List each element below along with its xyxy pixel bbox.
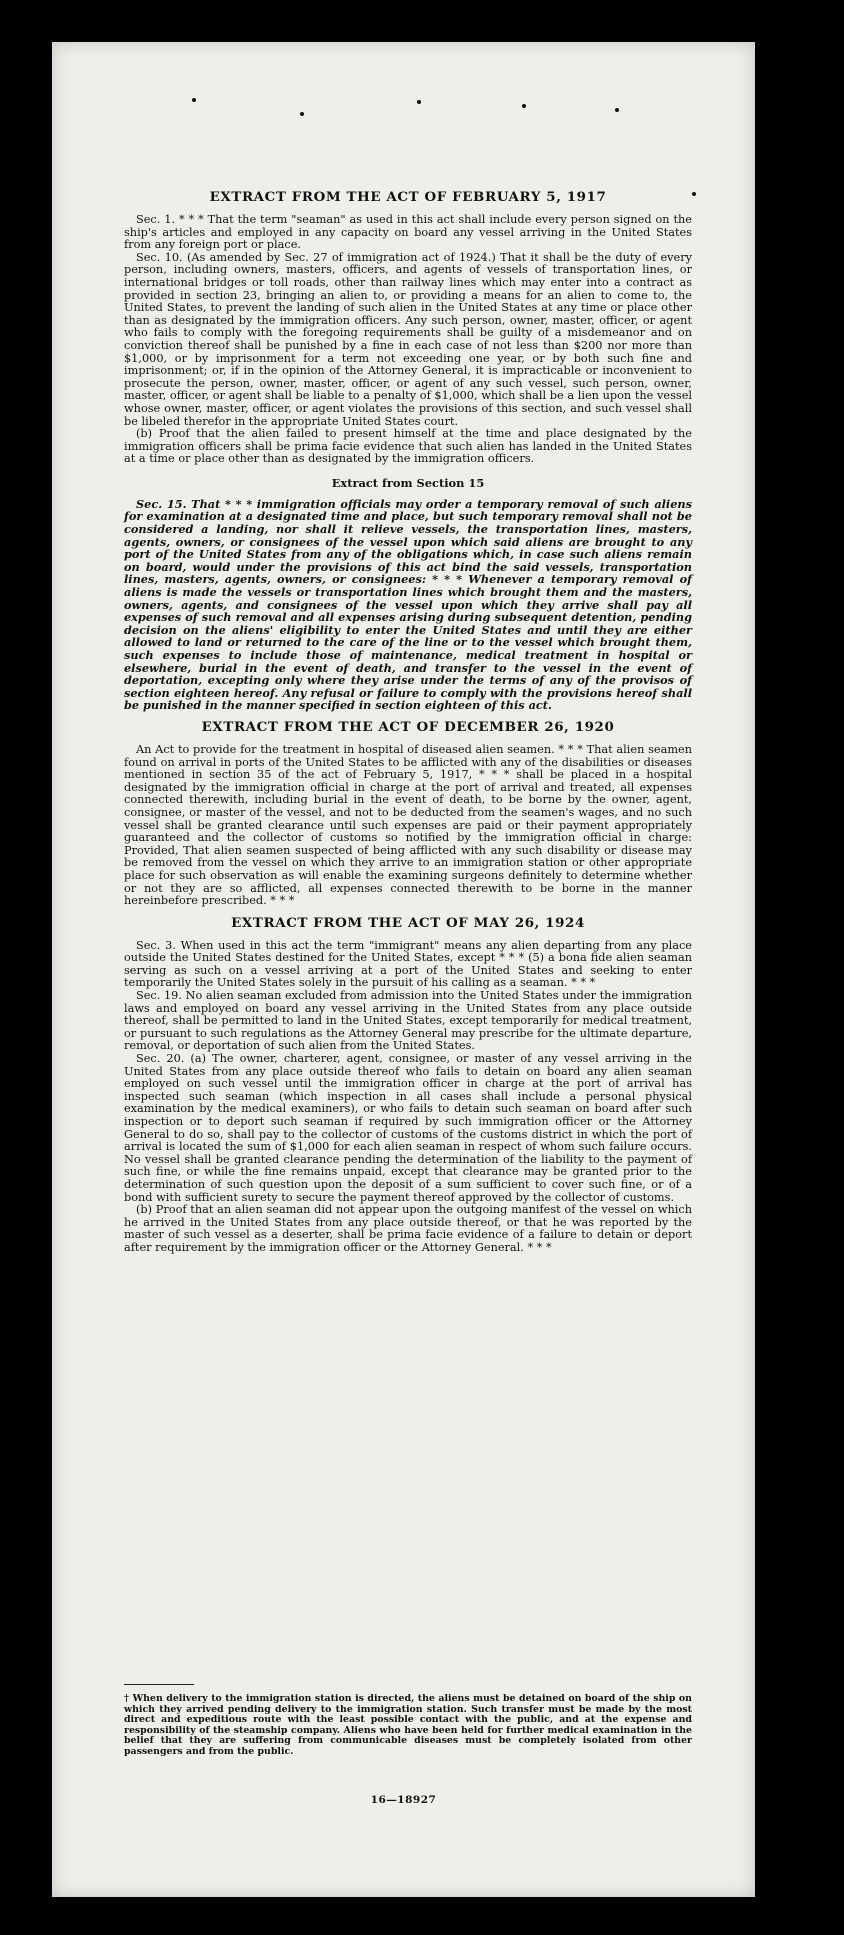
footnote: † When delivery to the immigration station is directed, the aliens must be detained on board of the ship on which they arrived pending delivery to the immigration station. Such transfer must be made by the most direct and expeditious route with the least possible contact with the public, and at the expense and responsibility of the steamship company. Aliens who have been held for further medical examination in the belief that they are suffering from communicable diseases must be completely isolated from other passengers and from the public. bbox=[124, 1693, 692, 1757]
document-page bbox=[52, 42, 755, 1897]
paragraph-act-1920: An Act to provide for the treatment in hospital of diseased alien seamen. * * * That alien seamen found on arrival in ports of the United States to be afflicted with any of the disabilities or diseases mentioned in section 35 of the act of February 5, 1917, * * * shall be placed in a hospital designated by the immigration official in charge at the port of arrival and treated, all expenses connected therewith, including burial in the event of death, to be borne by the owner, agent, consignee, or master of the vessel, and not to be deducted from the seamen's wages, and no such vessel shall be granted clearance until such expenses are paid or their payment appropriately guaranteed and the collector of customs so notified by the immigration official in charge: Provided, That alien seamen suspected of being afflicted with any such disability or disease may be removed from the vessel on which they arrive to an immigration station or other appropriate place for such observation as will enable the examining surgeons definitely to determine whether or not they are so afflicted, all expenses connected therewith to be borne in the manner hereinbefore prescribed. * * * bbox=[124, 742, 692, 908]
paragraph-sec-1: Sec. 1. * * * That the term "seaman" as used in this act shall include every person signed on the ship's articles and employed in any capacity on board any vessel arriving in the United States from any foreign port or place. bbox=[124, 213, 692, 252]
heading-act-1917: EXTRACT FROM THE ACT OF FEBRUARY 5, 1917 bbox=[209, 189, 607, 205]
dust-speck bbox=[192, 98, 196, 102]
heading-act-1920: EXTRACT FROM THE ACT OF DECEMBER 26, 1920 bbox=[201, 718, 615, 735]
paragraph-sec-3: Sec. 3. When used in this act the term "immigrant" means any alien departing from any place outside the United States destined for the United States, except * * * (5) a bona fide alien seaman serving as such on a vessel arriving at a port of the United States and seeking to enter temporarily the United States solely in the pursuit of his calling as a seaman. * * * bbox=[124, 938, 692, 990]
paragraph-sec-15: Sec. 15. That * * * immigration officials may order a temporary removal of such aliens for examination at a designated time and place, but such temporary removal shall not be considered a landing, nor shall it relieve vessels, the transportation lines, masters, agents, owners, or consignees of the vessel upon which said aliens are brought to any port of the United States from any of the obligations which, in case such aliens remain on board, would under the provisions of this act bind the said vessels, transportation lines, masters, agents, owners, or consignees: * * * Whenever a temporary removal of aliens is made the vessels or transportation lines which brought them and the masters, owners, agents, and consignees of the vessel upon which they arrive shall pay all expenses of such removal and all expenses arising during subsequent detention, pending decision on the aliens' eligibility to enter the United States and until they are either allowed to land or returned to the care of the line or to the vessel which brought them, such expenses to include those of maintenance, medical treatment in hospital or elsewhere, burial in the event of death, and transfer to the vessel in the event of deportation, excepting only where they arise under the terms of any of the provisos of section eighteen hereof. Any refusal or failure to comply with the provisions hereof shall be punished in the manner specified in section eighteen of this act. bbox=[124, 496, 692, 713]
dust-speck bbox=[522, 104, 526, 108]
dust-speck bbox=[417, 100, 421, 104]
paragraph-sec-20a: Sec. 20. (a) The owner, charterer, agent, consignee, or master of any vessel arriving in the United States from any place outside thereof who fails to detain on board any alien seaman employed on such vessel until the immigration officer in charge at the port of arrival has inspected such seaman (which inspection in all cases shall include a personal physical examination by the medical examiners), or who fails to detain such seaman on board after such inspection or to deport such seaman if required by such immigration officer or the Attorney General to do so, shall pay to the collector of customs of the customs district in which the port of arrival is located the sum of $1,000 for each alien seaman in respect of whom such failure occurs. No vessel shall be granted clearance pending the determination of the liability to the payment of such fine, or while the fine remains unpaid, except that clearance may be granted prior to the determination of such question upon the deposit of a sum sufficient to cover such fine, or of a bond with sufficient surety to secure the payment thereof approved by the collector of customs. bbox=[124, 1052, 692, 1204]
heading-act-1924: EXTRACT FROM THE ACT OF MAY 26, 1924 bbox=[231, 914, 585, 931]
dust-speck bbox=[692, 192, 696, 196]
paragraph-sec-19: Sec. 19. No alien seaman excluded from admission into the United States under the immigration laws and employed on board any vessel arriving in the United States from any place outside thereof, shall be permitted to land in the United States, except temporarily for medical treatment, or pursuant to such regulations as the Attorney General may prescribe for the ultimate departure, removal, or deportation of such alien from the United States. bbox=[124, 989, 692, 1053]
dust-speck bbox=[615, 108, 619, 112]
footnote-divider bbox=[124, 1684, 194, 1685]
paragraph-proof-b: (b) Proof that the alien failed to present himself at the time and place designated by the immigration officers shall be prima facie evidence that such alien has landed in the United States at a time or place other than as designated by the immigration officers. bbox=[124, 427, 692, 466]
paragraph-sec-20b: (b) Proof that an alien seaman did not appear upon the outgoing manifest of the vessel on which he arrived in the United States from any place outside thereof, or that he was reported by the master of such vessel as a deserter, shall be prima facie evidence of a failure to detain or deport after requirement by the immigration officer or the Attorney General. * * * bbox=[124, 1203, 692, 1254]
document-body bbox=[124, 190, 692, 1255]
page-code: 16—18927 bbox=[370, 1794, 437, 1806]
heading-section-15: Extract from Section 15 bbox=[331, 475, 485, 490]
paragraph-sec-10: Sec. 10. (As amended by Sec. 27 of immigration act of 1924.) That it shall be the duty of every person, including owners, masters, officers, and agents of vessels of transportation lines, or international bridges or toll roads, other than railway lines which may enter into a contract as provided in section 23, bringing an alien to, or providing a means for an alien to come to, the United States, to prevent the landing of such alien in the United States at any time or place other than as designated by the immigration officers. Any such person, owner, master, officer, or agent who fails to comply with the foregoing requirements shall be guilty of a misdemeanor and on conviction thereof shall be punished by a fine in each case of not less than $200 nor more than $1,000, or by imprisonment for a term not exceeding one year, or by both such fine and imprisonment; or, if in the opinion of the Attorney General, it is impracticable or inconvenient to prosecute the person, owner, master, officer, or agent of any such vessel, such person, owner, master, officer, or agent shall be liable to a penalty of $1,000, which shall be a lien upon the vessel whose owner, master, officer, or agent violates the provisions of this section, and such vessel shall be libeled therefor in the appropriate United States court. bbox=[124, 250, 692, 428]
dust-speck bbox=[300, 112, 304, 116]
